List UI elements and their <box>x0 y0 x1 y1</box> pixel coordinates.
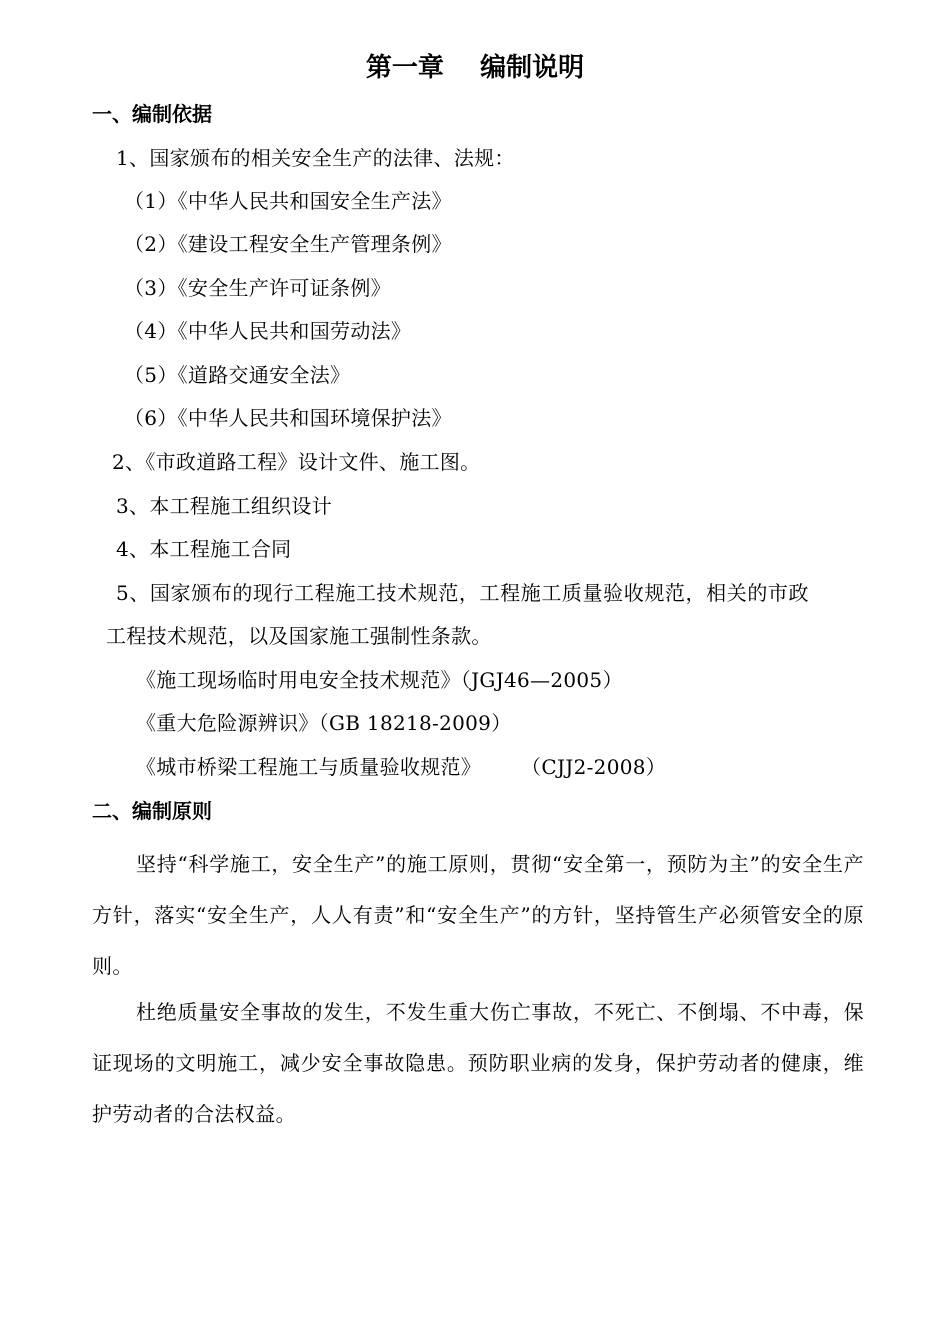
standard-item: 《城市桥梁工程施工与质量验收规范》 （CJJ2-2008） <box>136 755 667 779</box>
chapter-title: 第一章 编制说明 <box>365 53 585 83</box>
section-heading-principles: 二、编制原则 <box>92 799 212 823</box>
law-item: （6）《中华人民共和国环境保护法》 <box>124 406 452 430</box>
basis-item-3: 3、本工程施工组织设计 <box>116 494 333 518</box>
standard-item: 《重大危险源辨识》（GB 18218-2009） <box>136 711 512 735</box>
principles-paragraph-1: 坚持“科学施工，安全生产”的施工原则，贯彻“安全第一，预防为主”的安全生产方针，落实“安全生产，人人有责”和“安全生产”的方针，坚持管生产必须管安全的原则。 <box>92 852 864 978</box>
law-item: （4）《中华人民共和国劳动法》 <box>124 319 412 343</box>
law-item: （3）《安全生产许可证条例》 <box>124 276 391 300</box>
basis-item-5-line-2: 工程技术规范，以及国家施工强制性条款。 <box>106 624 492 648</box>
principles-paragraph-2: 杜绝质量安全事故的发生，不发生重大伤亡事故，不死亡、不倒塌、不中毒，保证现场的文明施工，减少安全事故隐患。预防职业病的发身，保护劳动者的健康，维护劳动者的合法权益。 <box>92 1000 864 1126</box>
section-heading-basis: 一、编制依据 <box>92 102 212 126</box>
standard-item: 《施工现场临时用电安全技术规范》（JGJ46—2005） <box>136 668 623 692</box>
basis-item-2: 2、《市政道路工程》设计文件、施工图。 <box>112 450 481 474</box>
basis-item-1: 1、国家颁布的相关安全生产的法律、法规： <box>116 146 515 170</box>
law-item: （1）《中华人民共和国安全生产法》 <box>124 189 452 213</box>
basis-item-4: 4、本工程施工合同 <box>116 537 292 561</box>
law-item: （2）《建设工程安全生产管理条例》 <box>124 232 452 256</box>
law-item: （5）《道路交通安全法》 <box>124 363 351 387</box>
basis-item-5-line-1: 5、国家颁布的现行工程施工技术规范，工程施工质量验收规范，相关的市政 <box>116 581 810 605</box>
